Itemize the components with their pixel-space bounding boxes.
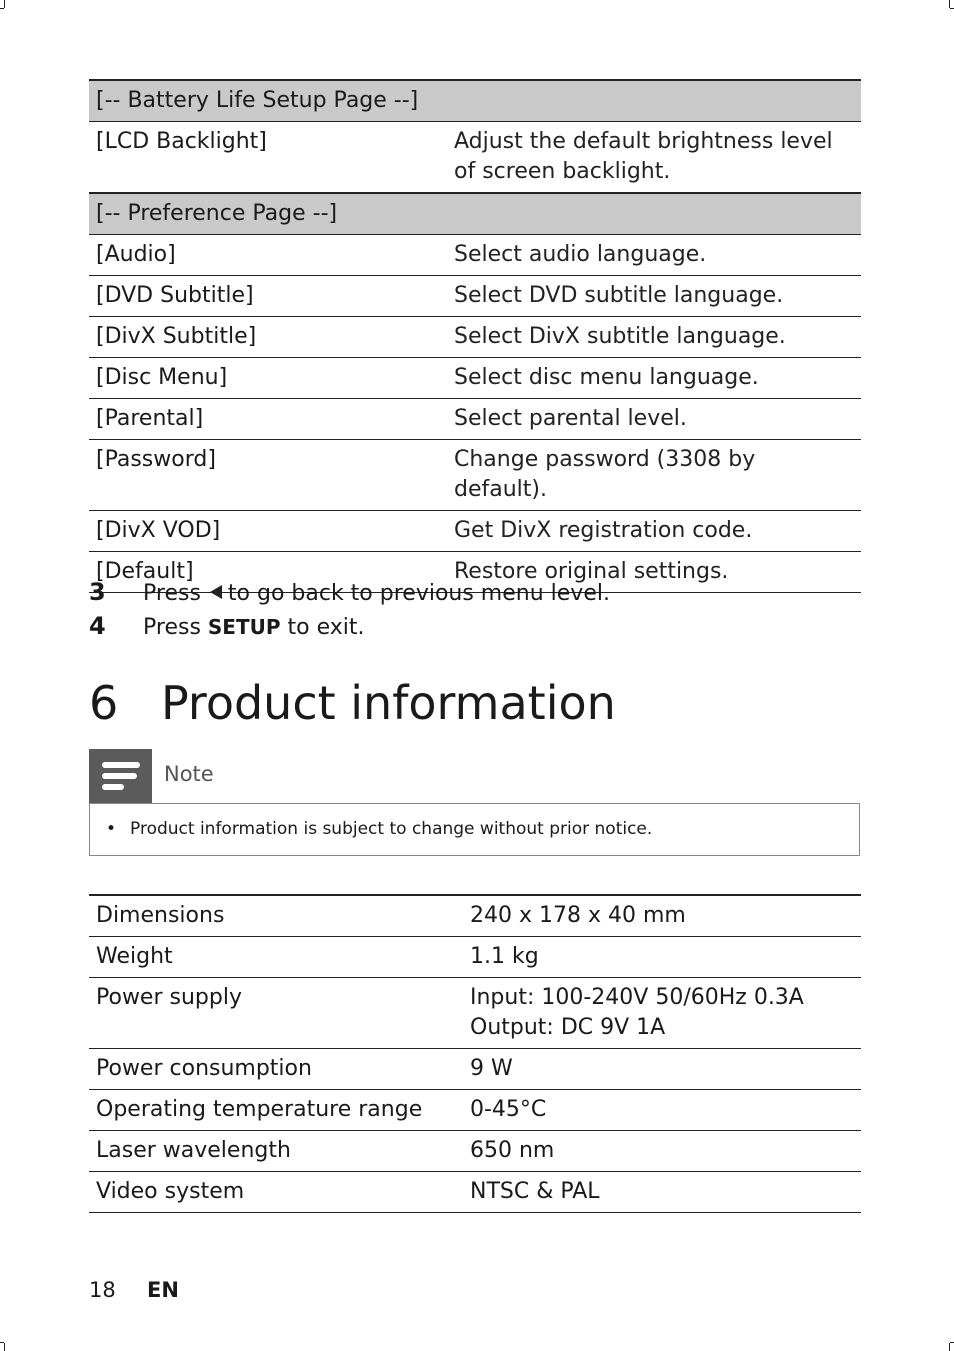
spec-table bbox=[89, 894, 861, 1213]
setup-key-label: SETUP bbox=[207, 615, 281, 639]
option-name: [Audio] bbox=[96, 242, 176, 267]
option-description: Select DVD subtitle language. bbox=[454, 283, 784, 308]
section-label: [-- Preference Page --] bbox=[89, 193, 861, 235]
spec-value: 1.1 kg bbox=[470, 944, 539, 969]
table-row bbox=[89, 276, 861, 317]
page-language: EN bbox=[147, 1278, 179, 1302]
crop-mark bbox=[950, 8, 954, 9]
option-name: [Disc Menu] bbox=[96, 365, 228, 390]
spec-value: 240 x 178 x 40 mm bbox=[470, 903, 686, 928]
crop-mark bbox=[949, 0, 950, 8]
page-number: 18 bbox=[89, 1278, 116, 1302]
table-row bbox=[89, 978, 861, 1049]
step-number: 3 bbox=[89, 578, 106, 606]
spec-value-line: Input: 100-240V 50/60Hz 0.3A bbox=[470, 985, 804, 1010]
option-description: Select parental level. bbox=[454, 406, 687, 431]
spec-label: Video system bbox=[96, 1179, 245, 1204]
step-4 bbox=[89, 611, 365, 643]
note-item bbox=[106, 816, 652, 842]
step-text: to exit. bbox=[287, 615, 365, 640]
chapter-heading bbox=[89, 672, 616, 734]
spec-value: 9 W bbox=[470, 1056, 513, 1081]
crop-mark bbox=[4, 1343, 5, 1351]
spec-value: NTSC & PAL bbox=[470, 1179, 600, 1204]
spec-value bbox=[463, 978, 861, 1049]
chapter-title: Product information bbox=[161, 676, 616, 730]
table-row bbox=[89, 511, 861, 552]
note-label: Note bbox=[164, 762, 214, 786]
option-name: [Password] bbox=[96, 447, 216, 472]
table-row bbox=[89, 895, 861, 937]
option-name: [LCD Backlight] bbox=[96, 129, 267, 154]
option-description: Get DivX registration code. bbox=[454, 518, 753, 543]
table-row bbox=[89, 122, 861, 194]
crop-mark bbox=[0, 8, 4, 9]
spec-label: Operating temperature range bbox=[96, 1097, 423, 1122]
table-row bbox=[89, 1090, 861, 1131]
option-description: Restore original settings. bbox=[454, 559, 729, 584]
crop-mark bbox=[950, 1342, 954, 1343]
spec-label: Weight bbox=[96, 944, 173, 969]
spec-label: Power consumption bbox=[96, 1056, 312, 1081]
left-triangle-icon bbox=[210, 585, 222, 599]
note-text: Product information is subject to change without prior notice. bbox=[130, 819, 653, 839]
step-text: to go back to previous menu level. bbox=[227, 581, 610, 606]
crop-mark bbox=[4, 0, 5, 8]
table-section-row bbox=[89, 193, 861, 235]
crop-mark bbox=[949, 1343, 950, 1351]
option-description: Select DivX subtitle language. bbox=[454, 324, 786, 349]
step-text: Press bbox=[143, 615, 201, 640]
option-name: [DVD Subtitle] bbox=[96, 283, 254, 308]
option-name: [DivX Subtitle] bbox=[96, 324, 257, 349]
bullet-icon: • bbox=[106, 819, 117, 839]
option-name: [Default] bbox=[96, 559, 194, 584]
table-row bbox=[89, 399, 861, 440]
option-name: [DivX VOD] bbox=[96, 518, 221, 543]
step-text: Press bbox=[143, 581, 201, 606]
table-row bbox=[89, 1172, 861, 1213]
table-row bbox=[89, 440, 861, 511]
table-section-row bbox=[89, 80, 861, 122]
table-row bbox=[89, 1131, 861, 1172]
step-number: 4 bbox=[89, 612, 106, 640]
option-description: Select disc menu language. bbox=[454, 365, 759, 390]
spec-label: Dimensions bbox=[96, 903, 225, 928]
option-description: Adjust the default brightness level of screen backlight. bbox=[454, 129, 833, 184]
option-name: [Parental] bbox=[96, 406, 204, 431]
step-3 bbox=[89, 577, 610, 609]
table-row bbox=[89, 317, 861, 358]
table-row bbox=[89, 358, 861, 399]
table-row bbox=[89, 937, 861, 978]
section-label: [-- Battery Life Setup Page --] bbox=[89, 80, 861, 122]
spec-label: Power supply bbox=[96, 985, 242, 1010]
option-description: Select audio language. bbox=[454, 242, 707, 267]
crop-mark bbox=[0, 1342, 4, 1343]
note-box bbox=[89, 803, 860, 856]
chapter-number: 6 bbox=[89, 676, 119, 730]
option-description: Change password (3308 by default). bbox=[454, 447, 756, 502]
table-row bbox=[89, 235, 861, 276]
spec-value: 0-45°C bbox=[470, 1097, 547, 1122]
settings-table bbox=[89, 79, 861, 593]
spec-value: 650 nm bbox=[470, 1138, 555, 1163]
spec-label: Laser wavelength bbox=[96, 1138, 291, 1163]
table-row bbox=[89, 1049, 861, 1090]
spec-value-line: Output: DC 9V 1A bbox=[470, 1015, 666, 1040]
note-icon bbox=[89, 749, 152, 804]
